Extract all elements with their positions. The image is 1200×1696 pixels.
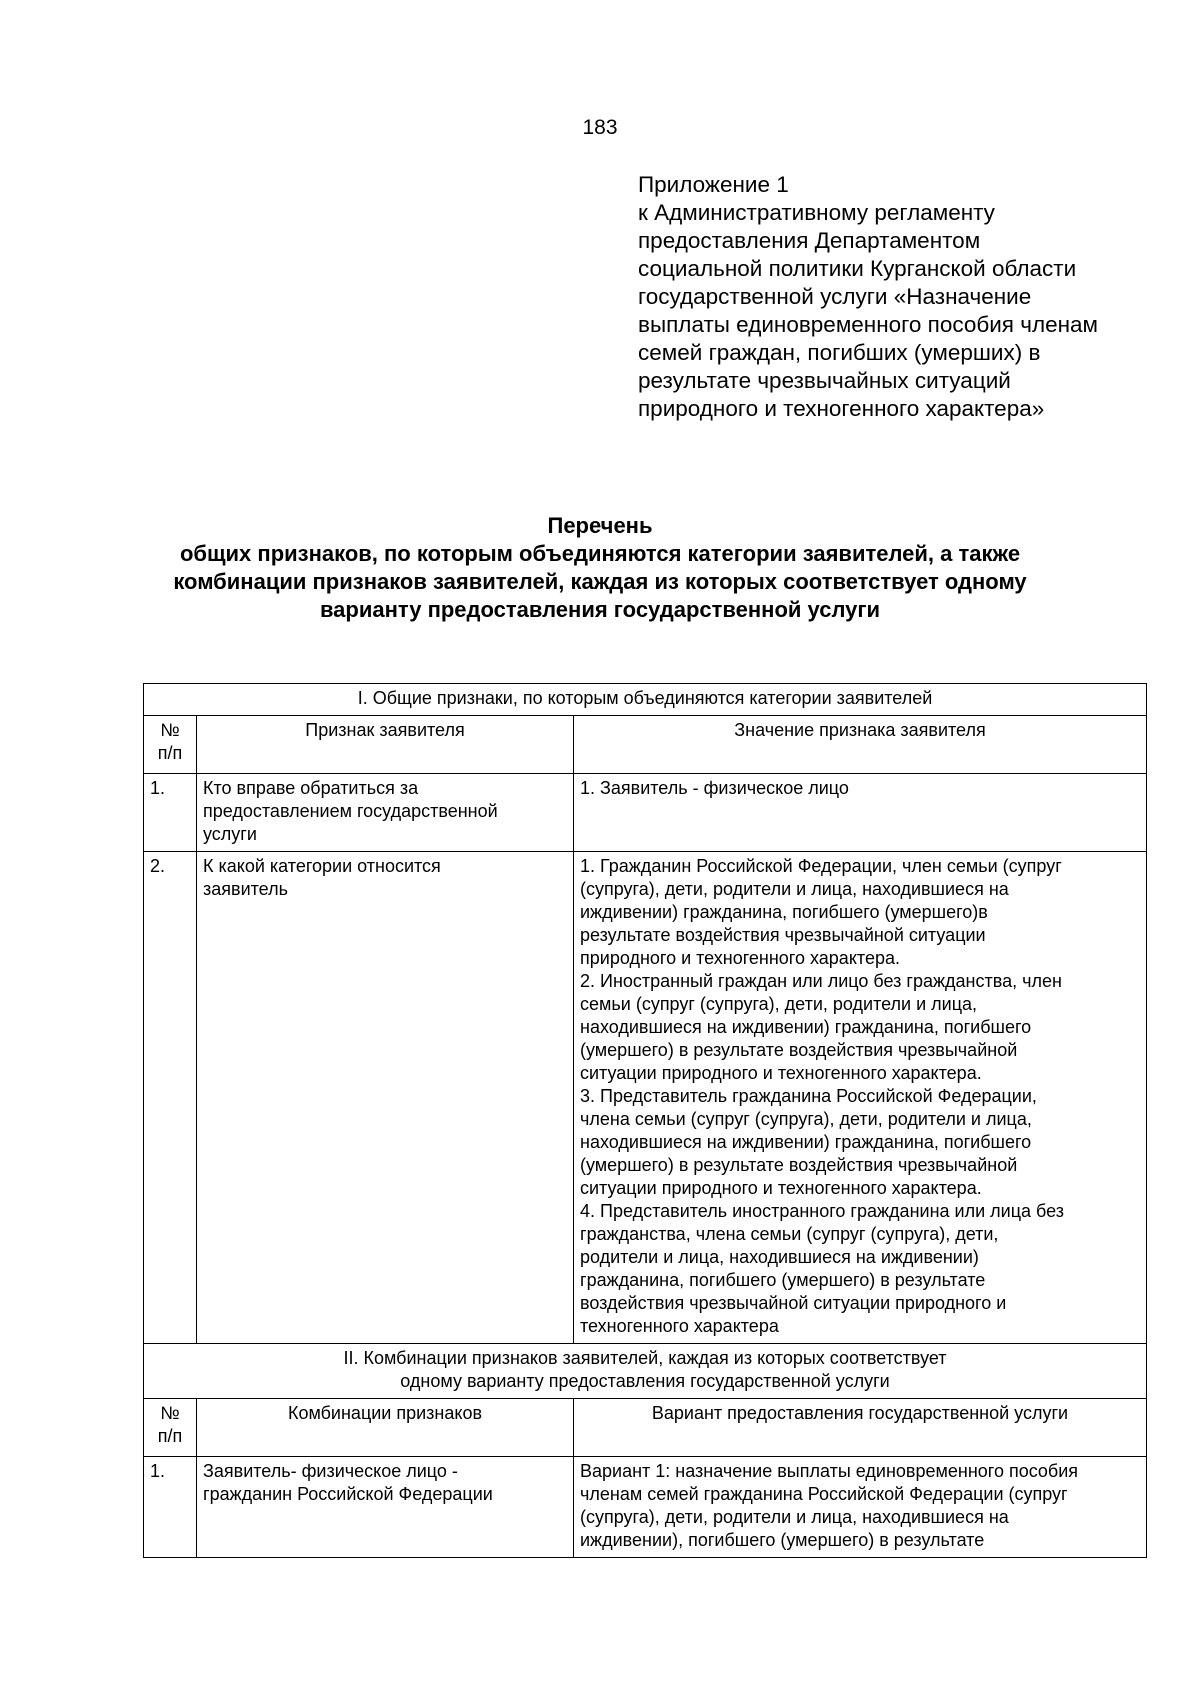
row-number: 2. xyxy=(144,852,197,1344)
table-row xyxy=(144,852,1147,1344)
cell-line: Заявитель- физическое лицо - xyxy=(203,1461,458,1481)
cell-line: ситуации природного и техногенного характера. xyxy=(580,1178,982,1198)
cell-line: 1. Заявитель - физическое лицо xyxy=(580,778,849,798)
header-combination: Комбинации признаков xyxy=(197,1399,574,1457)
section-2-header-row xyxy=(144,1399,1147,1457)
cell-line: природного и техногенного характера. xyxy=(580,948,900,968)
appendix-line: к Административному регламенту xyxy=(638,200,995,225)
title-line: варианту предоставления государственной услуги xyxy=(319,597,881,622)
appendix-line: предоставления Департаментом xyxy=(638,228,981,253)
cell-line: результате воздействия чрезвычайной ситуации xyxy=(580,925,986,945)
cell-line: заявитель xyxy=(203,879,288,899)
cell-line: Вариант 1: назначение выплаты единовременного пособия xyxy=(580,1461,1079,1481)
cell-line: (супруга), дети, родители и лица, находившиеся на xyxy=(580,1507,1009,1527)
appendix-header xyxy=(638,171,1158,423)
cell-line: гражданства, члена семьи (супруг (супруга), дети, xyxy=(580,1224,999,1244)
section-2-title-line2: одному варианту предоставления государственной услуги xyxy=(400,1371,890,1391)
header-number xyxy=(144,1399,197,1457)
section-1-header-row xyxy=(144,716,1147,774)
cell-line: гражданина, погибшего (умершего) в результате xyxy=(580,1270,986,1290)
header-sign: Признак заявителя xyxy=(197,716,574,774)
cell-line: ситуации природного и техногенного характера. xyxy=(580,1063,982,1083)
appendix-line: результате чрезвычайных ситуаций xyxy=(638,368,1011,393)
cell-line: находившиеся на иждивении) гражданина, погибшего xyxy=(580,1132,1032,1152)
section-1-title-row xyxy=(144,684,1147,716)
cell-line: (умершего) в результате воздействия чрезвычайной xyxy=(580,1155,1018,1175)
title-line: Перечень xyxy=(547,513,653,538)
section-2-title-row xyxy=(144,1344,1147,1399)
header-sign-value: Значение признака заявителя xyxy=(574,716,1147,774)
cell-line: услуги xyxy=(203,824,257,844)
title-line: общих признаков, по которым объединяются категории заявителей, а также xyxy=(179,541,1021,566)
cell-line: 1. Гражданин Российской Федерации, член семьи (супруг xyxy=(580,856,1062,876)
header-number-line2: п/п xyxy=(157,743,183,763)
section-2-title xyxy=(144,1344,1147,1399)
row-value xyxy=(574,852,1147,1344)
cell-line: иждивении) гражданина, погибшего (умершего)в xyxy=(580,902,988,922)
cell-line: иждивении), погибшего (умершего) в результате xyxy=(580,1530,985,1550)
table-row xyxy=(144,774,1147,852)
document-title xyxy=(0,512,1200,624)
header-number-line2: п/п xyxy=(157,1426,183,1446)
cell-line: 2. Иностранный граждан или лицо без гражданства, член xyxy=(580,971,1062,991)
header-number-line1: № xyxy=(160,1403,180,1423)
page-number: 183 xyxy=(582,116,618,139)
cell-line: семьи (супруг (супруга), дети, родители и лица, xyxy=(580,994,978,1014)
cell-line: (умершего) в результате воздействия чрезвычайной xyxy=(580,1040,1018,1060)
cell-line: (супруга), дети, родители и лица, находившиеся на xyxy=(580,879,1009,899)
section-2-title-line1: II. Комбинации признаков заявителей, каждая из которых соответствует xyxy=(343,1348,947,1368)
header-number-line1: № xyxy=(160,720,180,740)
appendix-line: социальной политики Курганской области xyxy=(638,256,1077,281)
row-number: 1. xyxy=(144,1457,197,1558)
cell-line: предоставлением государственной xyxy=(203,801,498,821)
section-1-title: I. Общие признаки, по которым объединяются категории заявителей xyxy=(144,684,1147,716)
cell-line: членам семей гражданина Российской Федерации (супруг xyxy=(580,1484,1068,1504)
cell-line: находившиеся на иждивении) гражданина, погибшего xyxy=(580,1017,1032,1037)
cell-line: гражданин Российской Федерации xyxy=(203,1484,493,1504)
row-variant xyxy=(574,1457,1147,1558)
cell-line: родители и лица, находившиеся на иждивении) xyxy=(580,1247,979,1267)
applicant-signs-table xyxy=(143,683,1147,1558)
appendix-line: семей граждан, погибших (умерших) в xyxy=(638,340,1041,365)
cell-line: техногенного характера xyxy=(580,1316,779,1336)
row-sign xyxy=(197,852,574,1344)
cell-line: члена семьи (супруг (супруга), дети, родители и лица, xyxy=(580,1109,1032,1129)
table-row xyxy=(144,1457,1147,1558)
row-combination xyxy=(197,1457,574,1558)
header-variant: Вариант предоставления государственной услуги xyxy=(574,1399,1147,1457)
appendix-line: Приложение 1 xyxy=(638,172,789,197)
appendix-line: государственной услуги «Назначение xyxy=(638,284,1032,309)
header-number xyxy=(144,716,197,774)
appendix-line: природного и техногенного характера» xyxy=(638,396,1045,421)
cell-line: воздействия чрезвычайной ситуации природного и xyxy=(580,1293,1007,1313)
cell-line: 4. Представитель иностранного гражданина или лица без xyxy=(580,1201,1064,1221)
title-line: комбинации признаков заявителей, каждая из которых соответствует одному xyxy=(173,569,1027,594)
cell-line: Кто вправе обратиться за xyxy=(203,778,419,798)
row-sign xyxy=(197,774,574,852)
appendix-line: выплаты единовременного пособия членам xyxy=(638,312,1099,337)
cell-line: 3. Представитель гражданина Российской Федерации, xyxy=(580,1086,1037,1106)
cell-line: К какой категории относится xyxy=(203,856,441,876)
row-value xyxy=(574,774,1147,852)
row-number: 1. xyxy=(144,774,197,852)
